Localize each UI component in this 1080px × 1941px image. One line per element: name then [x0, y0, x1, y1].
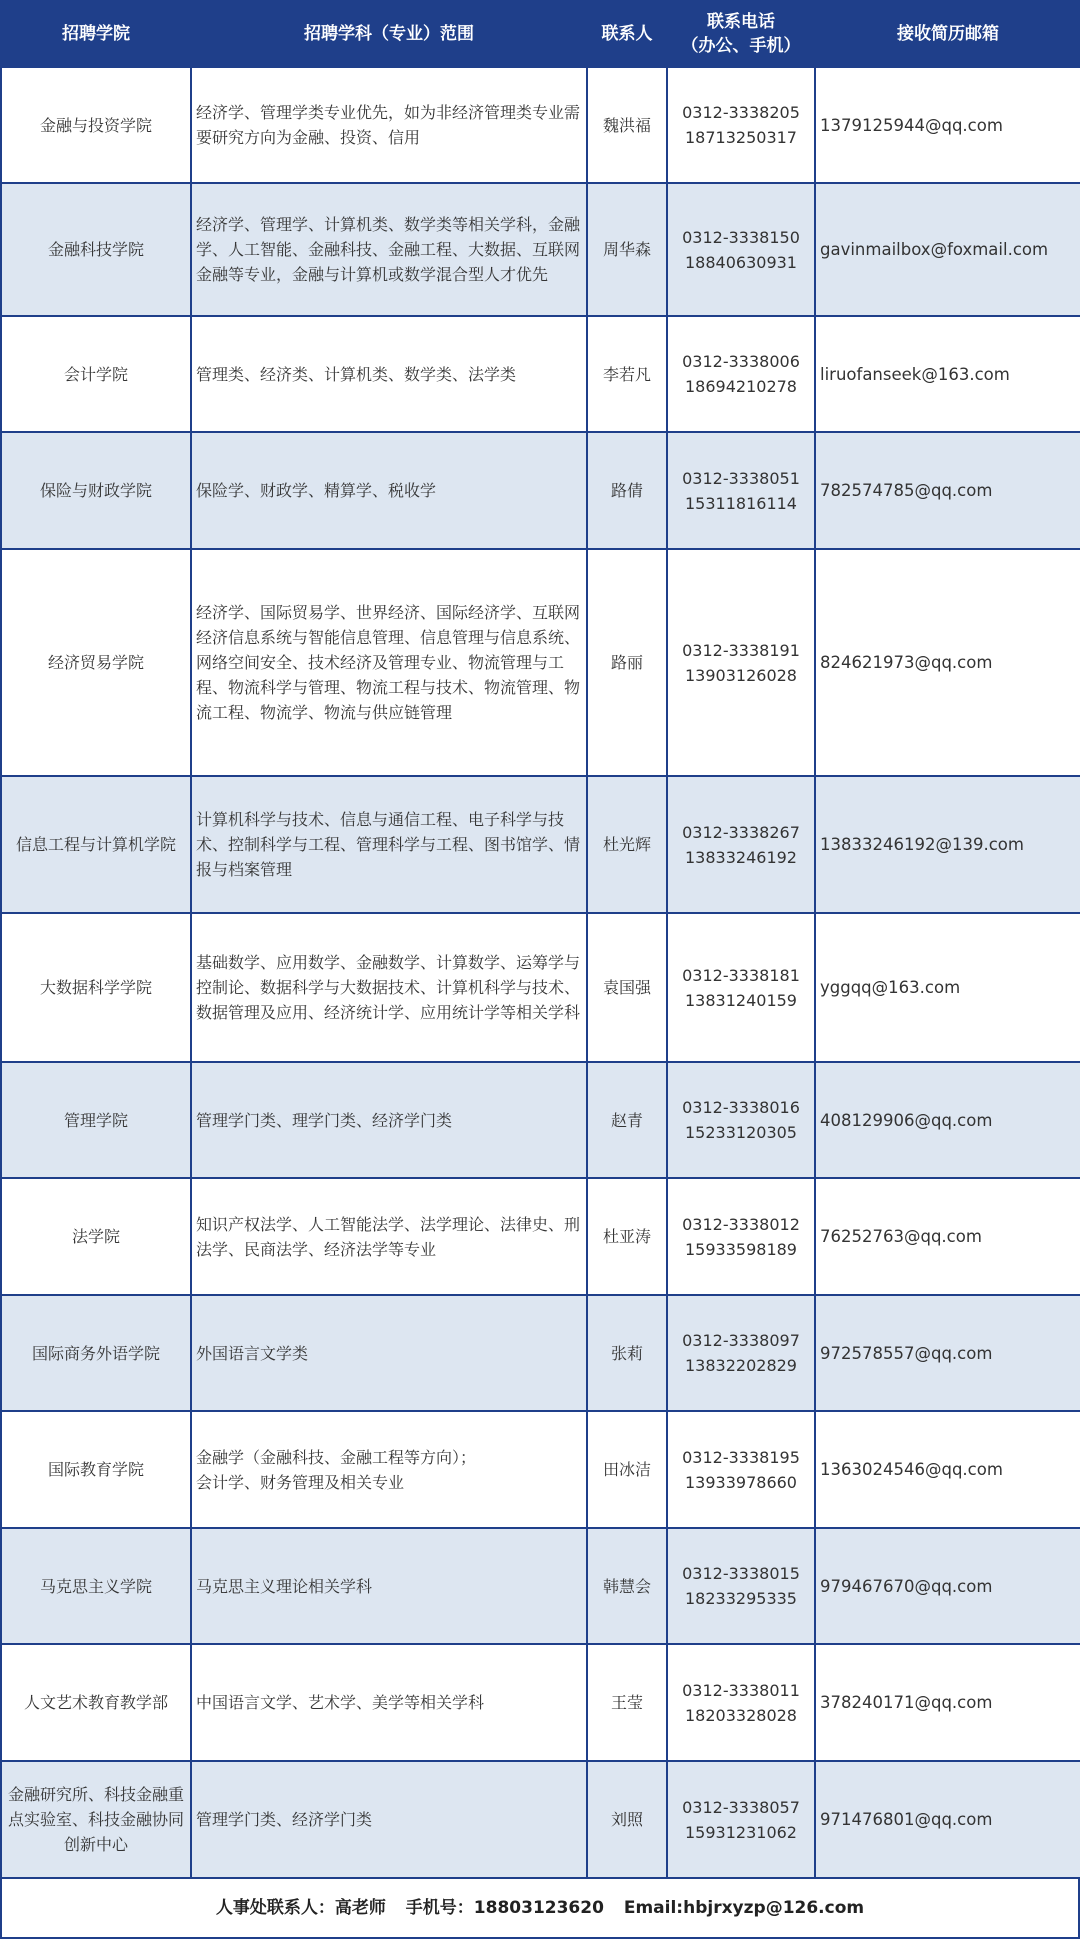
table-row: [1, 913, 1080, 1062]
college-cell: 信息工程与计算机学院: [1, 776, 191, 913]
mobile-phone: 15933598189: [685, 1239, 797, 1259]
college-cell: 金融科技学院: [1, 183, 191, 316]
phone-cell: [667, 67, 815, 183]
phone-cell: [667, 1295, 815, 1411]
table-header-row: [1, 1, 1080, 67]
scope-cell: 知识产权法学、人工智能法学、法学理论、法律史、刑法学、民商法学、经济法学等专业: [191, 1178, 587, 1295]
contact-cell: 田冰洁: [587, 1411, 667, 1528]
scope-cell: 管理学门类、理学门类、经济学门类: [191, 1062, 587, 1178]
office-phone: 0312-3338097: [682, 1331, 800, 1350]
phone-cell: [667, 1411, 815, 1528]
scope-cell: 管理类、经济类、计算机类、数学类、法学类: [191, 316, 587, 432]
scope-line: 会计学、财务管理及相关专业: [196, 1472, 405, 1492]
mobile-phone: 15233120305: [685, 1123, 797, 1142]
college-cell: 法学院: [1, 1178, 191, 1295]
phone-cell: [667, 913, 815, 1062]
table-row: [1, 183, 1080, 316]
office-phone: 0312-3338195: [682, 1447, 800, 1467]
contact-cell: 周华森: [587, 183, 667, 316]
college-cell: 金融研究所、科技金融重点实验室、科技金融协同创新中心: [1, 1761, 191, 1878]
office-phone: 0312-3338057: [682, 1797, 800, 1817]
scope-cell: 经济学、管理学、计算机类、数学类等相关学科，金融学、人工智能、金融科技、金融工程、大数据、互联网金融等专业，金融与计算机或数学混合型人才优先: [191, 183, 587, 316]
phone-cell: [667, 1644, 815, 1761]
office-phone: 0312-3338205: [682, 103, 800, 122]
office-phone: 0312-3338181: [682, 965, 800, 985]
header-phone-subtitle: （办公、手机）: [681, 36, 801, 56]
office-phone: 0312-3338012: [682, 1214, 800, 1234]
mobile-phone: 13833246192: [685, 847, 797, 867]
college-cell: 保险与财政学院: [1, 432, 191, 549]
scope-cell: [191, 1411, 587, 1528]
table-row: [1, 432, 1080, 549]
scope-cell: 保险学、财政学、精算学、税收学: [191, 432, 587, 549]
college-cell: 管理学院: [1, 1062, 191, 1178]
mobile-phone: 13933978660: [685, 1472, 797, 1492]
college-cell: 马克思主义学院: [1, 1528, 191, 1644]
mobile-phone: 15311816114: [685, 493, 797, 513]
mobile-phone: 13903126028: [685, 665, 797, 685]
phone-cell: [667, 316, 815, 432]
contact-cell: 袁国强: [587, 913, 667, 1062]
email-cell[interactable]: 971476801@qq.com: [815, 1761, 1080, 1878]
scope-cell: 基础数学、应用数学、金融数学、计算数学、运筹学与控制论、数据科学与大数据技术、计算机科学与技术、数据管理及应用、经济统计学、应用统计学等相关学科: [191, 913, 587, 1062]
email-cell[interactable]: 408129906@qq.com: [815, 1062, 1080, 1178]
email-cell[interactable]: 1379125944@qq.com: [815, 67, 1080, 183]
mobile-phone: 18840630931: [685, 252, 797, 272]
office-phone: 0312-3338051: [682, 468, 800, 488]
email-cell[interactable]: 972578557@qq.com: [815, 1295, 1080, 1411]
college-cell: 会计学院: [1, 316, 191, 432]
phone-cell: [667, 1528, 815, 1644]
table-row: [1, 549, 1080, 776]
mobile-phone: 18233295335: [685, 1589, 797, 1608]
contact-cell: 路丽: [587, 549, 667, 776]
hr-contact-footer: [0, 1879, 1080, 1939]
table-row: [1, 1178, 1080, 1295]
email-cell[interactable]: 378240171@qq.com: [815, 1644, 1080, 1761]
contact-cell: 张莉: [587, 1295, 667, 1411]
contact-cell: 韩慧会: [587, 1528, 667, 1644]
phone-cell: [667, 1761, 815, 1878]
contact-cell: 杜光辉: [587, 776, 667, 913]
mobile-phone: 13832202829: [685, 1356, 797, 1375]
table-row: [1, 1411, 1080, 1528]
table-row: [1, 1062, 1080, 1178]
phone-cell: [667, 183, 815, 316]
hr-contact-email[interactable]: Email:hbjrxyzp@126.com: [623, 1898, 865, 1918]
phone-cell: [667, 1062, 815, 1178]
email-cell[interactable]: 782574785@qq.com: [815, 432, 1080, 549]
scope-cell: 外国语言文学类: [191, 1295, 587, 1411]
table-row: [1, 67, 1080, 183]
email-cell[interactable]: 13833246192@139.com: [815, 776, 1080, 913]
scope-cell: 经济学、管理学类专业优先，如为非经济管理类专业需要研究方向为金融、投资、信用: [191, 67, 587, 183]
office-phone: 0312-3338267: [682, 822, 800, 842]
phone-cell: [667, 776, 815, 913]
mobile-phone: 18203328028: [685, 1705, 797, 1725]
mobile-phone: 18694210278: [685, 377, 797, 396]
header-phone: [667, 1, 815, 67]
college-cell: 国际商务外语学院: [1, 1295, 191, 1411]
college-cell: 人文艺术教育教学部: [1, 1644, 191, 1761]
contact-cell: 魏洪福: [587, 67, 667, 183]
scope-cell: 管理学门类、经济学门类: [191, 1761, 587, 1878]
email-cell[interactable]: 979467670@qq.com: [815, 1528, 1080, 1644]
phone-cell: [667, 1178, 815, 1295]
office-phone: 0312-3338006: [682, 352, 800, 371]
header-email: 接收简历邮箱: [815, 1, 1080, 67]
office-phone: 0312-3338150: [682, 227, 800, 247]
email-cell[interactable]: 1363024546@qq.com: [815, 1411, 1080, 1528]
phone-cell: [667, 432, 815, 549]
table-row: [1, 776, 1080, 913]
college-cell: 大数据科学学院: [1, 913, 191, 1062]
hr-contact-mobile: 手机号：18803123620: [405, 1898, 604, 1918]
email-cell[interactable]: liruofanseek@163.com: [815, 316, 1080, 432]
mobile-phone: 18713250317: [685, 128, 797, 147]
table-row: [1, 1528, 1080, 1644]
contact-cell: 赵青: [587, 1062, 667, 1178]
header-contact: 联系人: [587, 1, 667, 67]
mobile-phone: 13831240159: [685, 990, 797, 1010]
table-row: [1, 316, 1080, 432]
header-college: 招聘学院: [1, 1, 191, 67]
hr-contact-person: 人事处联系人：高老师: [215, 1898, 386, 1918]
email-cell[interactable]: gavinmailbox@foxmail.com: [815, 183, 1080, 316]
office-phone: 0312-3338015: [682, 1564, 800, 1583]
phone-cell: [667, 549, 815, 776]
contact-cell: 杜亚涛: [587, 1178, 667, 1295]
table-row: [1, 1295, 1080, 1411]
scope-cell: 马克思主义理论相关学科: [191, 1528, 587, 1644]
header-scope: 招聘学科（专业）范围: [191, 1, 587, 67]
college-cell: 经济贸易学院: [1, 549, 191, 776]
email-cell[interactable]: 76252763@qq.com: [815, 1178, 1080, 1295]
scope-cell: 经济学、国际贸易学、世界经济、国际经济学、互联网经济信息系统与智能信息管理、信息管理与信息系统、网络空间安全、技术经济及管理专业、物流管理与工程、物流科学与管理、物流工程与技术、物流管理、物流工程、物流学、物流与供应链管理: [191, 549, 587, 776]
scope-cell: 计算机科学与技术、信息与通信工程、电子科学与技术、控制科学与工程、管理科学与工程、图书馆学、情报与档案管理: [191, 776, 587, 913]
contact-cell: 刘照: [587, 1761, 667, 1878]
office-phone: 0312-3338191: [682, 640, 800, 660]
scope-cell: 中国语言文学、艺术学、美学等相关学科: [191, 1644, 587, 1761]
college-cell: 金融与投资学院: [1, 67, 191, 183]
scope-line: 金融学（金融科技、金融工程等方向）；: [196, 1447, 477, 1467]
email-cell[interactable]: yggqq@163.com: [815, 913, 1080, 1062]
office-phone: 0312-3338016: [682, 1098, 800, 1117]
college-cell: 国际教育学院: [1, 1411, 191, 1528]
table-row: [1, 1761, 1080, 1878]
contact-cell: 王莹: [587, 1644, 667, 1761]
mobile-phone: 15931231062: [685, 1822, 797, 1842]
contact-cell: 李若凡: [587, 316, 667, 432]
contact-cell: 路倩: [587, 432, 667, 549]
email-cell[interactable]: 824621973@qq.com: [815, 549, 1080, 776]
office-phone: 0312-3338011: [682, 1680, 800, 1700]
header-phone-title: 联系电话: [707, 12, 775, 32]
table-row: [1, 1644, 1080, 1761]
